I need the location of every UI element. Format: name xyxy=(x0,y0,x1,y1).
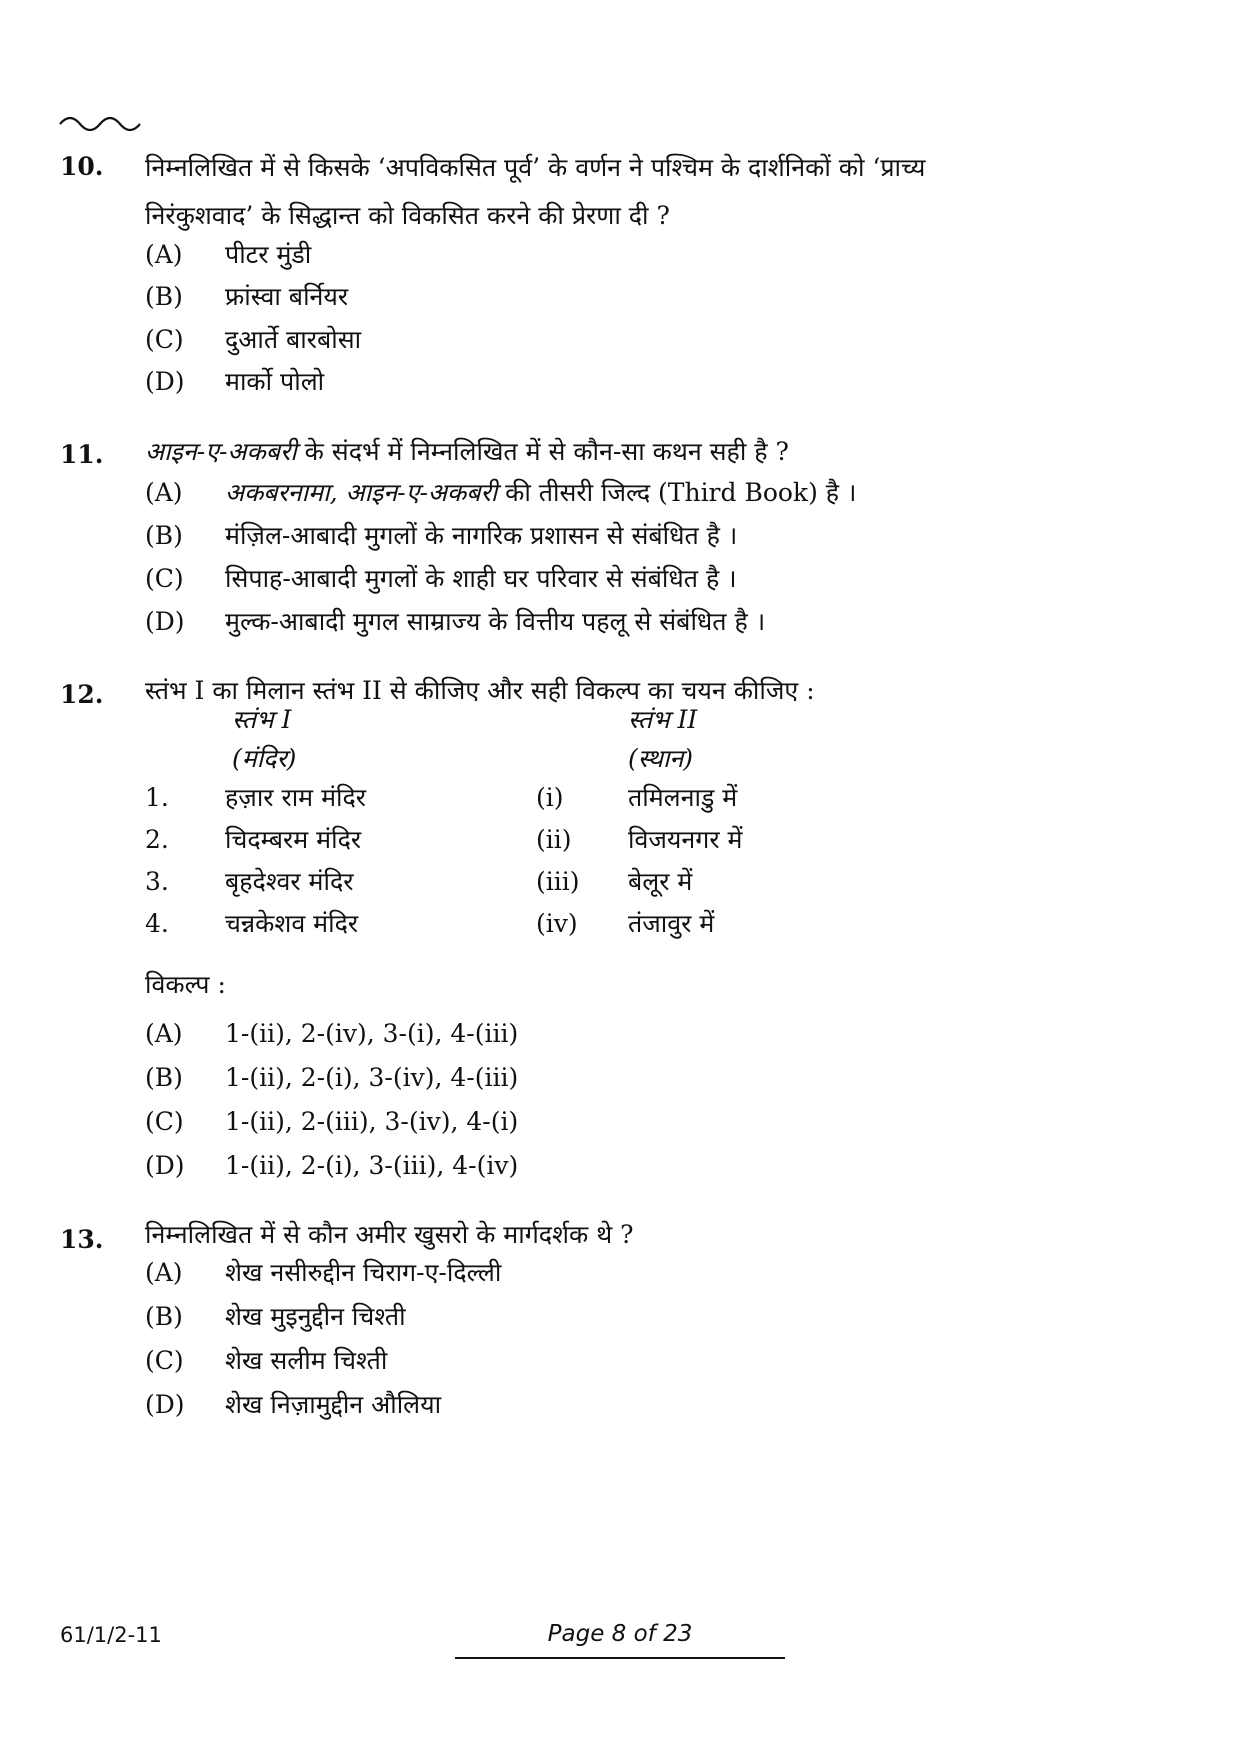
question-10-option-b xyxy=(145,277,348,317)
row-match: तंजावुर में xyxy=(628,909,715,938)
option-text: शेख सलीम चिश्ती xyxy=(225,1346,388,1375)
option-label: (A) xyxy=(145,478,183,507)
question-13-number: 13. xyxy=(60,1225,104,1254)
option-label: (B) xyxy=(145,1063,183,1092)
option-label: (B) xyxy=(145,1302,183,1331)
question-13-text: निम्नलिखित में से कौन अमीर खुसरो के मार्गदर्शक थे ? xyxy=(145,1220,634,1249)
page-number: Page 8 of 23 xyxy=(547,1621,693,1647)
option-text: की तीसरी जिल्द (Third Book) है । xyxy=(497,478,857,507)
row-roman: (iv) xyxy=(536,909,578,938)
option-text: मुल्क-आबादी मुगल साम्राज्य के वित्तीय पहलू से संबंधित है । xyxy=(225,607,766,636)
question-10-option-d xyxy=(145,362,324,402)
column-2-heading: स्तंभ II xyxy=(628,705,698,734)
row-item: चिदम्बरम मंदिर xyxy=(225,825,362,854)
option-text: 1-(ii), 2-(iv), 3-(i), 4-(iii) xyxy=(225,1019,519,1048)
option-text: 1-(ii), 2-(i), 3-(iii), 4-(iv) xyxy=(225,1151,519,1180)
question-11-number: 11. xyxy=(60,440,104,469)
question-12-number: 12. xyxy=(60,680,104,709)
option-label: (C) xyxy=(145,1346,184,1375)
question-12-option-d xyxy=(145,1146,518,1186)
question-10-text-line2: निरंकुशवाद’ के सिद्धान्त को विकसित करने की प्रेरणा दी ? xyxy=(145,201,670,230)
option-label: (A) xyxy=(145,1019,183,1048)
option-label: (D) xyxy=(145,367,185,396)
question-10-option-a xyxy=(145,235,311,275)
question-12-option-a xyxy=(145,1014,518,1054)
option-text: 1-(ii), 2-(iii), 3-(iv), 4-(i) xyxy=(225,1107,519,1136)
question-10-option-c xyxy=(145,320,361,360)
row-item: चन्नकेशव मंदिर xyxy=(225,909,359,938)
row-match: विजयनगर में xyxy=(628,825,743,854)
column-1-subheading: (मंदिर) xyxy=(232,744,297,773)
question-11-option-b xyxy=(145,516,737,556)
question-11-option-d xyxy=(145,602,765,642)
row-roman: (ii) xyxy=(536,825,572,854)
option-text: 1-(ii), 2-(i), 3-(iv), 4-(iii) xyxy=(225,1063,519,1092)
option-label: (B) xyxy=(145,521,183,550)
option-label: (D) xyxy=(145,607,185,636)
row-number: 1. xyxy=(145,783,169,812)
option-label: (A) xyxy=(145,240,183,269)
options-heading: विकल्प : xyxy=(145,970,226,999)
option-text: फ्रांस्वा बर्नियर xyxy=(225,282,349,311)
option-text: पीटर मुंडी xyxy=(225,240,312,269)
paper-code: 61/1/2-11 xyxy=(60,1623,162,1647)
option-text: शेख नसीरुद्दीन चिराग-ए-दिल्ली xyxy=(225,1258,502,1287)
option-label: (C) xyxy=(145,1107,184,1136)
row-item: बृहदेश्वर मंदिर xyxy=(225,867,354,896)
question-13-option-b xyxy=(145,1297,406,1337)
row-number: 2. xyxy=(145,825,169,854)
row-roman: (i) xyxy=(536,783,564,812)
option-label: (B) xyxy=(145,282,183,311)
footer-divider xyxy=(455,1657,785,1659)
question-11-text xyxy=(145,428,1145,476)
question-13-option-d xyxy=(145,1385,441,1425)
question-10-number: 10. xyxy=(60,152,104,181)
row-match: बेलूर में xyxy=(628,867,693,896)
question-11-option-c xyxy=(145,559,737,599)
row-match: तमिलनाडु में xyxy=(628,783,738,812)
column-1-heading: स्तंभ I xyxy=(232,705,292,734)
option-text: सिपाह-आबादी मुगलों के शाही घर परिवार से संबंधित है । xyxy=(225,564,737,593)
option-label: (A) xyxy=(145,1258,183,1287)
option-label: (D) xyxy=(145,1390,185,1419)
row-item: हज़ार राम मंदिर xyxy=(225,783,366,812)
question-12-option-b xyxy=(145,1058,518,1098)
question-12-text: स्तंभ I का मिलान स्तंभ II से कीजिए और सही विकल्प का चयन कीजिए : xyxy=(145,676,815,705)
question-13-option-c xyxy=(145,1341,387,1381)
option-italic-text: अकबरनामा, आइन-ए-अकबरी xyxy=(225,478,498,507)
question-11-text-rest: के संदर्भ में निम्नलिखित में से कौन-सा कथन सही है ? xyxy=(296,437,789,466)
question-11-option-a xyxy=(145,473,856,513)
row-number: 4. xyxy=(145,909,169,938)
question-10-text-line1: निम्नलिखित में से किसके ‘अपविकसित पूर्व’ के वर्णन ने पश्चिम के दार्शनिकों को ‘प्राच्य xyxy=(145,153,926,182)
option-label: (C) xyxy=(145,564,184,593)
option-text: मंज़िल-आबादी मुगलों के नागरिक प्रशासन से संबंधित है । xyxy=(225,521,738,550)
question-10-text xyxy=(145,144,1145,240)
question-12-option-c xyxy=(145,1102,518,1142)
option-label: (D) xyxy=(145,1151,185,1180)
question-11-book-title: आइन-ए-अकबरी xyxy=(145,437,297,466)
option-text: मार्को पोलो xyxy=(225,367,325,396)
row-number: 3. xyxy=(145,867,169,896)
row-roman: (iii) xyxy=(536,867,580,896)
option-label: (C) xyxy=(145,325,184,354)
question-13-option-a xyxy=(145,1253,501,1293)
option-text: दुआर्ते बारबोसा xyxy=(225,325,362,354)
column-2-subheading: (स्थान) xyxy=(628,744,694,773)
option-text: शेख मुइनुद्दीन चिश्ती xyxy=(225,1302,406,1331)
option-text: शेख निज़ामुद्दीन औलिया xyxy=(225,1390,442,1419)
squiggle-decoration xyxy=(58,112,148,132)
